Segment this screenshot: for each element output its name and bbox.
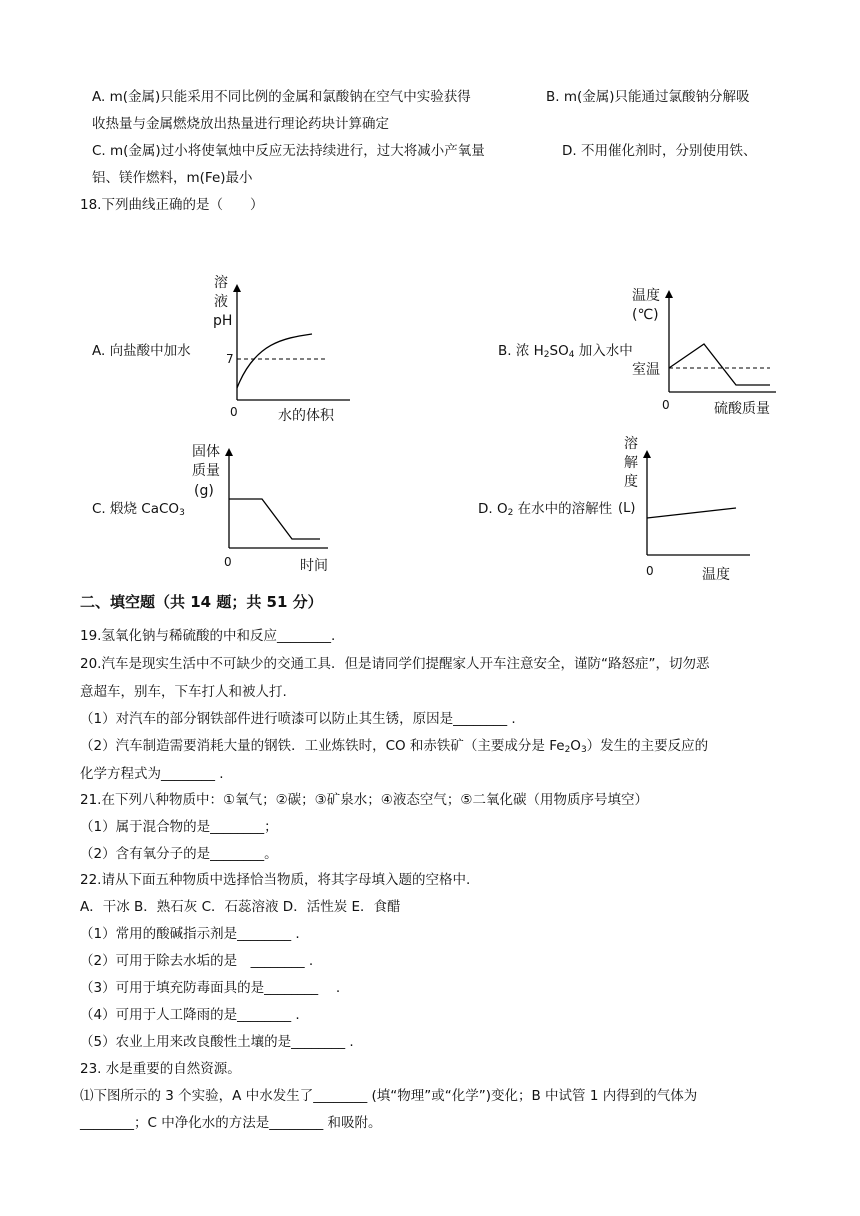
q18-option-d: D. $O_2$ 在水中的溶解性 [478,501,613,518]
graph-a-origin: 0 [230,405,238,419]
q20-stem-line2: 意超车，别车，下车打人和被人打. [80,684,287,700]
graph-a-tick-7: 7 [226,352,234,366]
graph-c-curve [229,499,320,539]
graph-c-ylabel-2: 质量 [192,463,220,479]
q22-part2: （2）可用于除去水垢的是 ________ . [80,953,314,969]
graph-c-ylabel-3: (g) [194,483,214,499]
graph-d [618,430,778,588]
graph-b-y-arrow [665,290,673,298]
q18-stem: 18.下列曲线正确的是（ ） [80,197,264,213]
section-heading: 二、填空题（共 14 题；共 51 分） [80,593,323,611]
graph-c-xlabel: 时间 [300,558,328,574]
graph-b-ylabel-2: (℃) [632,307,659,323]
q17-option-d-line2: 铝、镁作燃料，m(Fe)最小 [92,170,253,186]
graph-d-ylabel-1: 溶 [624,436,638,452]
graph-a-ylabel-1: 溶 [214,275,228,291]
graph-d-ylabel-2: 解 [624,455,638,471]
graph-d-curve [647,508,736,518]
graph-b-origin: 0 [662,398,670,412]
graph-b [628,282,788,427]
graph-c-origin: 0 [224,555,232,569]
graph-d-origin: 0 [646,564,654,578]
graph-d-xlabel: 温度 [702,567,730,583]
q21-part2: （2）含有氧分子的是________。 [80,846,278,862]
q22-options: A．干冰 B．熟石灰 C．石蕊溶液 D．活性炭 E．食醋 [80,899,401,915]
q23-part1-line1: ⑴下图所示的 3 个实验，A 中水发生了________ (填“物理”或“化学”)变化；B 中试管 1 内得到的气体为 [80,1088,698,1104]
graph-a-y-arrow [233,284,241,292]
q20-part1: （1）对汽车的部分钢铁部件进行喷漆可以防止其生锈，原因是________ . [80,711,516,727]
q22-part1: （1）常用的酸碱指示剂是________ . [80,926,300,942]
q22-part4: （4）可用于人工降雨的是________ . [80,1007,300,1023]
q18-option-c: C. 煅烧 CaCO$_3$ [92,501,185,518]
q22-stem: 22.请从下面五种物质中选择恰当物质，将其字母填入题的空格中. [80,872,471,888]
q17-option-a-line2: 收热量与金属燃烧放出热量进行理论药块计算确定 [92,116,389,132]
graph-d-ylabel-3: 度 [624,474,638,490]
graph-c [188,440,348,580]
graph-d-ylabel-4: (L) [618,501,636,516]
graph-c-y-arrow [225,448,233,456]
graph-a-ylabel-2: 液 [214,294,228,310]
graph-b-ylabel-1: 温度 [632,288,660,304]
graph-a [200,270,360,430]
graph-a-ylabel-3: pH [213,313,233,329]
q22-part3: （3）可用于填充防毒面具的是________ . [80,980,341,996]
graph-d-y-arrow [643,450,651,458]
q18-option-b: B. 浓 $H_2SO_4$ 加入水中 [498,343,633,360]
q23-part1-line2: ________；C 中净化水的方法是________ 和吸附。 [80,1115,382,1131]
q17-option-a-line1: A. m(金属)只能采用不同比例的金属和氯酸钠在空气中实验获得 [92,89,471,105]
q21-stem: 21.在下列八种物质中：①氧气；②碳；③矿泉水；④液态空气；⑤二氧化碳（用物质序号填空） [80,792,648,808]
graph-c-ylabel-1: 固体 [192,444,220,460]
graph-b-tick-room-temp: 室温 [632,362,660,378]
q20-stem-line1: 20.汽车是现实生活中不可缺少的交通工具．但是请同学们提醒家人开车注意安全，谨防“路怒症”，切勿恶 [80,656,710,672]
graph-b-xlabel: 硫酸质量 [714,401,770,417]
q20-part2-line2: 化学方程式为________ . [80,766,224,782]
q23-stem: 23. 水是重要的自然资源。 [80,1061,241,1077]
q22-part5: （5）农业上用来改良酸性土壤的是________ . [80,1034,354,1050]
q21-part1: （1）属于混合物的是________； [80,819,278,835]
q17-option-c-line1: C. m(金属)过小将使氧烛中反应无法持续进行，过大将减小产氧量 [92,143,485,159]
graph-a-xlabel: 水的体积 [278,408,334,424]
q17-option-d-line1: D. 不用催化剂时，分别使用铁、 [562,143,757,159]
graph-a-curve [237,334,312,388]
q19: 19.氢氧化钠与稀硫酸的中和反应________. [80,628,336,644]
graph-b-curve [669,344,770,385]
q20-part2-line1: （2）汽车制造需要消耗大量的钢铁．工业炼铁时，CO 和赤铁矿（主要成分是 $Fe_2O_3$）发生的主要反应的 [80,738,709,755]
q17-option-b-line1: B. m(金属)只能通过氯酸钠分解吸 [546,89,750,105]
q18-option-a: A. 向盐酸中加水 [92,343,191,359]
